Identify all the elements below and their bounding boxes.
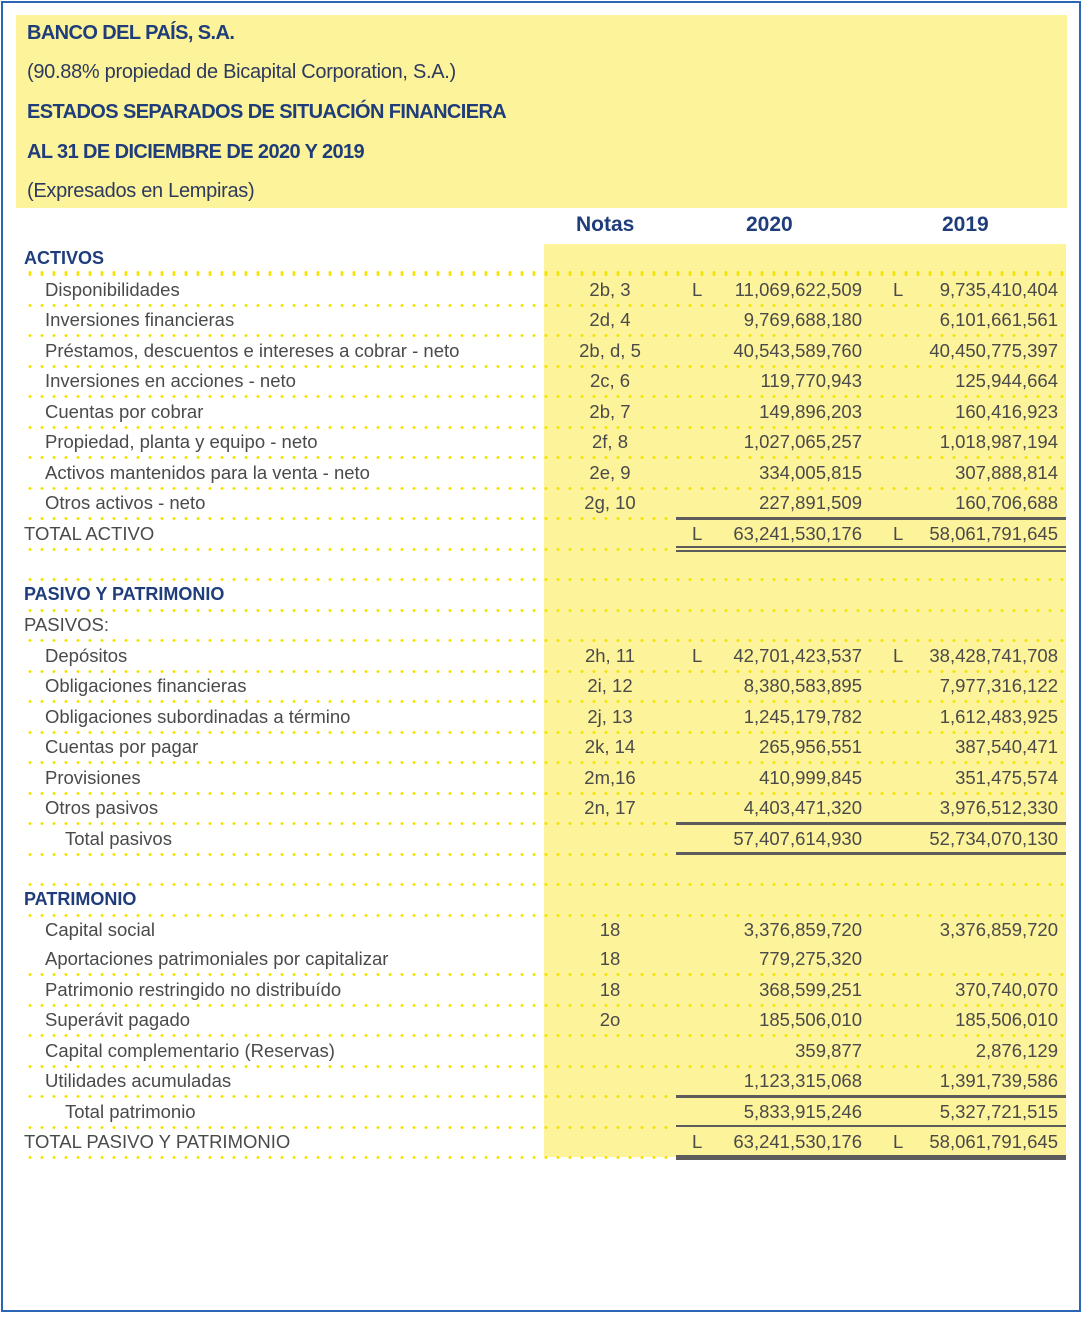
value-2020: 8,380,583,895 xyxy=(743,675,862,696)
table-row xyxy=(24,458,1066,488)
dotted-separator xyxy=(24,578,1066,581)
row-label: Obligaciones subordinadas a término xyxy=(45,706,351,727)
table-row xyxy=(24,1036,1066,1066)
table-row xyxy=(24,732,1066,762)
ownership-note: (90.88% propiedad de Bicapital Corporation, S.A.) xyxy=(27,61,456,83)
table-row xyxy=(24,1097,1066,1127)
dotted-separator xyxy=(24,1156,676,1159)
table-row xyxy=(24,915,1066,945)
total-rule xyxy=(676,546,1066,548)
row-label: Cuentas por cobrar xyxy=(45,401,204,422)
column-header-notes: Notas xyxy=(576,213,635,236)
table-row xyxy=(24,702,1066,732)
currency-symbol-2020: L xyxy=(692,645,703,666)
total-rule xyxy=(676,1155,1066,1160)
value-2019: 125,944,664 xyxy=(955,370,1058,391)
row-notes: 2n, 17 xyxy=(584,797,636,818)
row-label: Obligaciones financieras xyxy=(45,675,247,696)
currency-symbol-2020: L xyxy=(692,279,703,300)
table-row xyxy=(24,244,1066,274)
value-2019: 58,061,791,645 xyxy=(929,1131,1058,1152)
value-2020: 63,241,530,176 xyxy=(733,1131,862,1152)
value-2020: 359,877 xyxy=(795,1040,862,1061)
value-2019: 2,876,129 xyxy=(975,1040,1058,1061)
row-notes: 2i, 12 xyxy=(587,675,633,696)
statement-header xyxy=(16,15,1067,208)
value-2019: 6,101,661,561 xyxy=(939,309,1058,330)
row-label: Propiedad, planta y equipo - neto xyxy=(45,431,318,452)
row-notes: 2b, 7 xyxy=(589,401,631,422)
total-rule xyxy=(676,517,1066,520)
dotted-separator xyxy=(24,853,676,856)
row-notes: 2d, 4 xyxy=(589,309,631,330)
table-row xyxy=(24,275,1066,305)
value-2020: 368,599,251 xyxy=(759,979,862,1000)
row-notes: 2j, 13 xyxy=(587,706,633,727)
row-notes: 2e, 9 xyxy=(589,462,631,483)
currency-symbol-2020: L xyxy=(692,1131,703,1152)
value-2019: 370,740,070 xyxy=(955,979,1058,1000)
row-label: Patrimonio restringido no distribuído xyxy=(45,979,342,1000)
row-label: Otros pasivos xyxy=(45,797,159,818)
row-notes: 2c, 6 xyxy=(589,370,631,391)
dotted-separator xyxy=(24,883,1066,886)
row-notes: 2o xyxy=(599,1009,621,1030)
column-header-2019: 2019 xyxy=(942,213,989,236)
row-label: Total pasivos xyxy=(65,828,172,849)
value-2019: 40,450,775,397 xyxy=(929,340,1058,361)
value-2019: 1,018,987,194 xyxy=(939,431,1058,452)
value-2019: 5,327,721,515 xyxy=(939,1101,1058,1122)
row-label: TOTAL PASIVO Y PATRIMONIO xyxy=(24,1131,291,1152)
value-2020: 3,376,859,720 xyxy=(743,919,862,940)
row-label: Superávit pagado xyxy=(45,1009,191,1030)
row-label: Depósitos xyxy=(45,645,128,666)
row-label: Préstamos, descuentos e intereses a cobrar - neto xyxy=(45,340,460,361)
row-label: TOTAL ACTIVO xyxy=(24,523,155,544)
company-name: BANCO DEL PAÍS, S.A. xyxy=(27,22,235,44)
table-row xyxy=(24,763,1066,793)
row-label: Utilidades acumuladas xyxy=(45,1070,232,1091)
value-2020: 265,956,551 xyxy=(759,736,862,757)
row-label: Disponibilidades xyxy=(45,279,180,300)
row-label: ACTIVOS xyxy=(24,248,105,268)
total-rule xyxy=(676,852,1066,855)
row-notes: 2h, 11 xyxy=(584,645,636,666)
value-2019: 307,888,814 xyxy=(955,462,1058,483)
value-2020: 1,027,065,257 xyxy=(743,431,862,452)
currency-symbol-2020: L xyxy=(692,523,703,544)
value-2019: 3,976,512,330 xyxy=(939,797,1058,818)
value-2020: 779,275,320 xyxy=(759,948,862,969)
value-2020: 119,770,943 xyxy=(760,370,862,391)
value-2019: 38,428,741,708 xyxy=(929,645,1058,666)
value-2020: 40,543,589,760 xyxy=(733,340,862,361)
table-row xyxy=(24,305,1066,335)
table-row xyxy=(24,944,1066,974)
value-2020: 149,896,203 xyxy=(759,401,862,422)
value-2020: 11,069,622,509 xyxy=(734,279,862,300)
row-notes: 18 xyxy=(599,948,621,969)
value-2019: 1,612,483,925 xyxy=(939,706,1058,727)
value-2020: 185,506,010 xyxy=(759,1009,862,1030)
value-2019: 185,506,010 xyxy=(955,1009,1058,1030)
row-notes: 2k, 14 xyxy=(584,736,636,757)
table-row xyxy=(24,793,1066,823)
statement-title: ESTADOS SEPARADOS DE SITUACIÓN FINANCIERA xyxy=(27,101,507,123)
row-label: Otros activos - neto xyxy=(45,492,206,513)
row-label: PASIVOS: xyxy=(24,614,109,635)
total-rule xyxy=(676,550,1066,552)
value-2019: 160,416,923 xyxy=(955,401,1058,422)
value-2020: 1,245,179,782 xyxy=(743,706,862,727)
table-row xyxy=(24,671,1066,701)
table-row xyxy=(24,336,1066,366)
row-label: Inversiones en acciones - neto xyxy=(45,370,296,391)
table-row xyxy=(24,975,1066,1005)
table-row xyxy=(24,1127,1066,1157)
value-2020: 1,123,315,068 xyxy=(743,1070,862,1091)
table-row xyxy=(24,397,1066,427)
row-label: Provisiones xyxy=(45,767,141,788)
row-label: Aportaciones patrimoniales por capitalizar xyxy=(45,948,389,969)
currency-symbol-2019: L xyxy=(893,1131,904,1152)
table-row xyxy=(24,488,1066,518)
currency-symbol-2019: L xyxy=(893,279,904,300)
row-notes: 18 xyxy=(599,979,621,1000)
value-2020: 5,833,915,246 xyxy=(743,1101,862,1122)
row-label: Capital complementario (Reservas) xyxy=(45,1040,335,1061)
currency-symbol-2019: L xyxy=(893,645,904,666)
value-2020: 9,769,688,180 xyxy=(743,309,862,330)
row-notes: 2g, 10 xyxy=(584,492,636,513)
value-2020: 227,891,509 xyxy=(759,492,862,513)
value-2020: 63,241,530,176 xyxy=(733,523,862,544)
total-rule xyxy=(676,1125,1066,1127)
value-2019: 7,977,316,122 xyxy=(939,675,1058,696)
dotted-separator xyxy=(24,548,676,551)
total-rule xyxy=(676,1095,1066,1098)
table-row xyxy=(24,885,1066,915)
row-label: PATRIMONIO xyxy=(24,889,137,909)
currency-symbol-2019: L xyxy=(893,523,904,544)
statement-date: AL 31 DE DICIEMBRE DE 2020 Y 2019 xyxy=(27,141,365,163)
value-2019: 351,475,574 xyxy=(955,767,1058,788)
value-2019: 160,706,688 xyxy=(955,492,1058,513)
total-rule xyxy=(676,822,1066,825)
table-row xyxy=(24,641,1066,671)
row-notes: 2m,16 xyxy=(584,767,636,788)
row-label: Capital social xyxy=(45,919,156,940)
row-label: Total patrimonio xyxy=(65,1101,196,1122)
row-label: PASIVO Y PATRIMONIO xyxy=(24,584,225,604)
row-label: Cuentas por pagar xyxy=(45,736,199,757)
table-row xyxy=(24,1066,1066,1096)
value-2020: 42,701,423,537 xyxy=(733,645,862,666)
value-2019: 9,735,410,404 xyxy=(939,279,1058,300)
currency-note: (Expresados en Lempiras) xyxy=(27,180,255,202)
row-label: Inversiones financieras xyxy=(45,309,235,330)
table-row xyxy=(24,366,1066,396)
row-notes: 2b, d, 5 xyxy=(579,340,641,361)
table-row xyxy=(24,427,1066,457)
column-header-2020: 2020 xyxy=(746,213,793,236)
table-row xyxy=(24,1005,1066,1035)
row-label: Activos mantenidos para la venta - neto xyxy=(45,462,370,483)
value-2019: 3,376,859,720 xyxy=(939,919,1058,940)
value-2020: 410,999,845 xyxy=(759,767,862,788)
value-2019: 387,540,471 xyxy=(955,736,1058,757)
table-row xyxy=(24,610,1066,640)
value-2019: 1,391,739,586 xyxy=(939,1070,1058,1091)
table-row xyxy=(24,519,1066,549)
row-notes: 2b, 3 xyxy=(589,279,631,300)
value-2020: 4,403,471,320 xyxy=(743,797,862,818)
value-2019: 58,061,791,645 xyxy=(929,523,1058,544)
row-notes: 18 xyxy=(599,919,621,940)
value-2020: 334,005,815 xyxy=(759,462,862,483)
dotted-separator xyxy=(24,271,1066,274)
table-row xyxy=(24,824,1066,854)
value-2019: 52,734,070,130 xyxy=(929,828,1058,849)
table-row xyxy=(24,580,1066,610)
value-2020: 57,407,614,930 xyxy=(733,828,862,849)
row-notes: 2f, 8 xyxy=(592,431,628,452)
